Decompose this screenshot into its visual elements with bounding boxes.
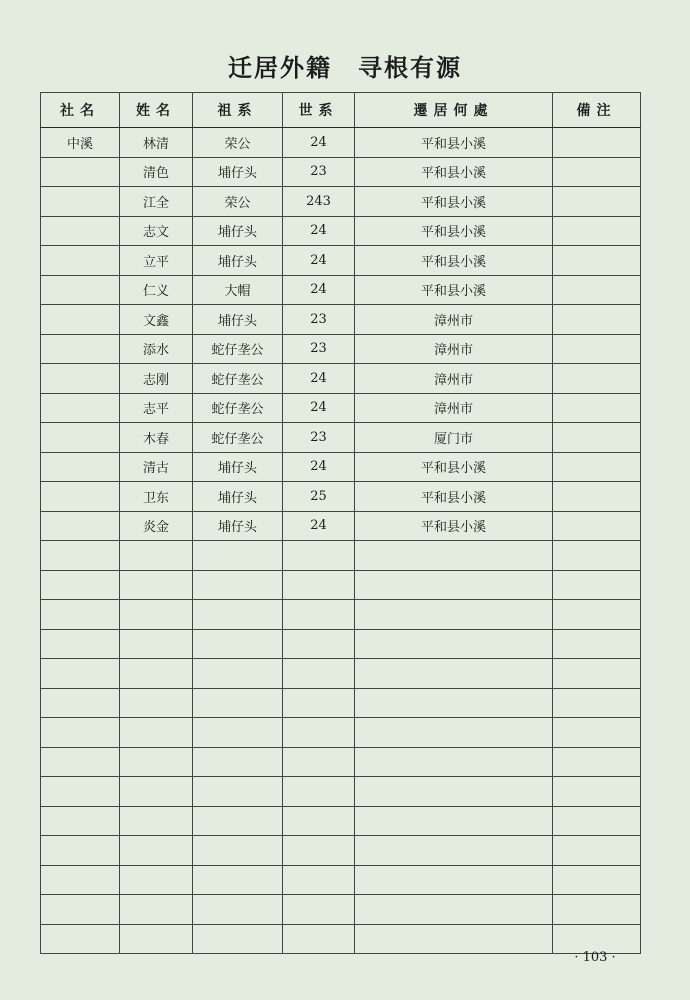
cell-ancestral-line — [193, 865, 283, 895]
cell-community — [41, 157, 120, 187]
cell-ancestral-line — [193, 600, 283, 630]
cell-ancestral-line: 埔仔头 — [193, 157, 283, 187]
table-row — [41, 334, 641, 364]
cell-name: 文鑫 — [120, 305, 193, 335]
cell-ancestral-line: 大帽 — [193, 275, 283, 305]
cell-name — [120, 541, 193, 571]
cell-generation: 23 — [283, 423, 355, 453]
cell-remarks — [553, 393, 641, 423]
table-row — [41, 482, 641, 512]
cell-community — [41, 275, 120, 305]
cell-generation — [283, 718, 355, 748]
table-row — [41, 777, 641, 807]
cell-ancestral-line — [193, 895, 283, 925]
cell-community — [41, 629, 120, 659]
cell-name — [120, 747, 193, 777]
table-body — [41, 128, 641, 954]
cell-community — [41, 246, 120, 276]
cell-community — [41, 423, 120, 453]
cell-ancestral-line — [193, 777, 283, 807]
header-remarks: 備注 — [553, 93, 641, 128]
cell-generation — [283, 865, 355, 895]
table-row — [41, 836, 641, 866]
cell-name: 江全 — [120, 187, 193, 217]
cell-ancestral-line: 蛇仔垄公 — [193, 393, 283, 423]
cell-community — [41, 924, 120, 954]
table-row — [41, 511, 641, 541]
cell-generation: 24 — [283, 364, 355, 394]
cell-ancestral-line: 埔仔头 — [193, 305, 283, 335]
cell-name — [120, 600, 193, 630]
cell-remarks — [553, 364, 641, 394]
cell-name: 添水 — [120, 334, 193, 364]
table-row — [41, 216, 641, 246]
header-name: 姓名 — [120, 93, 193, 128]
cell-generation — [283, 895, 355, 925]
cell-name: 志平 — [120, 393, 193, 423]
cell-community — [41, 688, 120, 718]
cell-remarks — [553, 305, 641, 335]
cell-remarks — [553, 541, 641, 571]
cell-generation — [283, 659, 355, 689]
cell-name: 志刚 — [120, 364, 193, 394]
cell-generation: 24 — [283, 452, 355, 482]
cell-migrated-to: 平和县小溪 — [355, 246, 553, 276]
cell-generation: 243 — [283, 187, 355, 217]
cell-name — [120, 924, 193, 954]
table-row — [41, 246, 641, 276]
cell-remarks — [553, 747, 641, 777]
table-row — [41, 423, 641, 453]
cell-ancestral-line — [193, 836, 283, 866]
cell-remarks — [553, 718, 641, 748]
cell-ancestral-line — [193, 718, 283, 748]
cell-remarks — [553, 836, 641, 866]
cell-migrated-to: 平和县小溪 — [355, 128, 553, 158]
cell-remarks — [553, 806, 641, 836]
cell-name: 林清 — [120, 128, 193, 158]
cell-name — [120, 806, 193, 836]
cell-community — [41, 452, 120, 482]
table-row — [41, 305, 641, 335]
table-row — [41, 364, 641, 394]
cell-migrated-to — [355, 747, 553, 777]
cell-name: 清色 — [120, 157, 193, 187]
cell-remarks — [553, 128, 641, 158]
table-row — [41, 570, 641, 600]
cell-generation — [283, 924, 355, 954]
header-ancestral-line: 祖系 — [193, 93, 283, 128]
cell-remarks — [553, 895, 641, 925]
cell-community — [41, 187, 120, 217]
cell-name: 仁义 — [120, 275, 193, 305]
cell-ancestral-line: 蛇仔垄公 — [193, 334, 283, 364]
cell-migrated-to — [355, 570, 553, 600]
cell-community — [41, 511, 120, 541]
cell-generation — [283, 541, 355, 571]
cell-community — [41, 541, 120, 571]
cell-remarks — [553, 452, 641, 482]
cell-migrated-to: 平和县小溪 — [355, 157, 553, 187]
cell-name — [120, 570, 193, 600]
cell-generation: 24 — [283, 128, 355, 158]
cell-migrated-to: 平和县小溪 — [355, 482, 553, 512]
cell-ancestral-line — [193, 688, 283, 718]
table-row — [41, 806, 641, 836]
cell-community — [41, 806, 120, 836]
cell-name: 清古 — [120, 452, 193, 482]
cell-migrated-to — [355, 718, 553, 748]
cell-remarks — [553, 688, 641, 718]
cell-migrated-to — [355, 806, 553, 836]
cell-name — [120, 659, 193, 689]
cell-generation: 24 — [283, 393, 355, 423]
cell-generation — [283, 777, 355, 807]
cell-community — [41, 895, 120, 925]
cell-name — [120, 688, 193, 718]
cell-community — [41, 659, 120, 689]
table-row — [41, 659, 641, 689]
cell-name: 立平 — [120, 246, 193, 276]
cell-generation — [283, 688, 355, 718]
cell-remarks — [553, 187, 641, 217]
cell-generation: 23 — [283, 334, 355, 364]
cell-remarks — [553, 600, 641, 630]
cell-migrated-to: 漳州市 — [355, 305, 553, 335]
table-row — [41, 865, 641, 895]
cell-migrated-to — [355, 865, 553, 895]
table-row — [41, 541, 641, 571]
cell-community — [41, 777, 120, 807]
table-row — [41, 393, 641, 423]
cell-remarks — [553, 865, 641, 895]
cell-migrated-to — [355, 777, 553, 807]
cell-generation — [283, 836, 355, 866]
cell-community — [41, 570, 120, 600]
cell-remarks — [553, 570, 641, 600]
cell-remarks — [553, 216, 641, 246]
cell-community — [41, 836, 120, 866]
header-generation: 世系 — [283, 93, 355, 128]
table-row — [41, 157, 641, 187]
cell-ancestral-line — [193, 629, 283, 659]
cell-migrated-to: 平和县小溪 — [355, 511, 553, 541]
table-row — [41, 275, 641, 305]
cell-migrated-to — [355, 836, 553, 866]
cell-ancestral-line — [193, 924, 283, 954]
table-row — [41, 128, 641, 158]
cell-ancestral-line: 蛇仔垄公 — [193, 423, 283, 453]
cell-remarks — [553, 629, 641, 659]
cell-remarks — [553, 275, 641, 305]
cell-name — [120, 836, 193, 866]
cell-migrated-to: 平和县小溪 — [355, 452, 553, 482]
cell-migrated-to: 漳州市 — [355, 393, 553, 423]
cell-name — [120, 629, 193, 659]
migration-register-table — [40, 92, 641, 954]
cell-community — [41, 393, 120, 423]
cell-remarks — [553, 246, 641, 276]
cell-remarks — [553, 334, 641, 364]
header-community: 社名 — [41, 93, 120, 128]
cell-generation — [283, 629, 355, 659]
cell-ancestral-line — [193, 747, 283, 777]
cell-ancestral-line: 埔仔头 — [193, 452, 283, 482]
cell-migrated-to — [355, 541, 553, 571]
cell-generation — [283, 806, 355, 836]
cell-name — [120, 865, 193, 895]
cell-ancestral-line: 埔仔头 — [193, 246, 283, 276]
cell-ancestral-line: 荣公 — [193, 128, 283, 158]
table-row — [41, 629, 641, 659]
cell-generation: 23 — [283, 305, 355, 335]
cell-ancestral-line — [193, 806, 283, 836]
cell-remarks — [553, 482, 641, 512]
cell-community: 中溪 — [41, 128, 120, 158]
cell-generation — [283, 747, 355, 777]
cell-remarks — [553, 423, 641, 453]
cell-name — [120, 718, 193, 748]
cell-ancestral-line — [193, 541, 283, 571]
cell-migrated-to — [355, 688, 553, 718]
cell-generation: 24 — [283, 246, 355, 276]
cell-remarks — [553, 659, 641, 689]
cell-generation: 24 — [283, 275, 355, 305]
cell-community — [41, 865, 120, 895]
cell-migrated-to: 漳州市 — [355, 334, 553, 364]
cell-remarks — [553, 777, 641, 807]
cell-community — [41, 216, 120, 246]
table-row — [41, 688, 641, 718]
header-migrated-to: 遷居何處 — [355, 93, 553, 128]
table-row — [41, 895, 641, 925]
table-row — [41, 747, 641, 777]
cell-generation: 24 — [283, 511, 355, 541]
cell-name: 志文 — [120, 216, 193, 246]
cell-remarks — [553, 511, 641, 541]
cell-migrated-to — [355, 895, 553, 925]
table-header-row — [41, 93, 641, 128]
cell-ancestral-line — [193, 659, 283, 689]
cell-generation: 23 — [283, 157, 355, 187]
cell-migrated-to — [355, 659, 553, 689]
cell-migrated-to — [355, 629, 553, 659]
cell-community — [41, 747, 120, 777]
table-row — [41, 187, 641, 217]
cell-migrated-to — [355, 600, 553, 630]
table-row — [41, 718, 641, 748]
cell-migrated-to: 平和县小溪 — [355, 216, 553, 246]
table-row — [41, 924, 641, 954]
cell-community — [41, 600, 120, 630]
cell-remarks — [553, 157, 641, 187]
cell-generation: 24 — [283, 216, 355, 246]
cell-name: 炎金 — [120, 511, 193, 541]
page-number: · 103 · — [574, 950, 616, 965]
cell-generation — [283, 600, 355, 630]
cell-ancestral-line — [193, 570, 283, 600]
cell-community — [41, 718, 120, 748]
cell-ancestral-line: 蛇仔垄公 — [193, 364, 283, 394]
cell-ancestral-line: 埔仔头 — [193, 511, 283, 541]
cell-community — [41, 364, 120, 394]
table-row — [41, 600, 641, 630]
cell-community — [41, 482, 120, 512]
table-row — [41, 452, 641, 482]
cell-name — [120, 895, 193, 925]
cell-generation — [283, 570, 355, 600]
cell-migrated-to: 平和县小溪 — [355, 187, 553, 217]
cell-community — [41, 334, 120, 364]
cell-ancestral-line: 埔仔头 — [193, 482, 283, 512]
cell-migrated-to: 平和县小溪 — [355, 275, 553, 305]
page-title: 迁居外籍 寻根有源 — [228, 54, 462, 82]
cell-ancestral-line: 荣公 — [193, 187, 283, 217]
cell-migrated-to — [355, 924, 553, 954]
cell-name: 卫东 — [120, 482, 193, 512]
cell-ancestral-line: 埔仔头 — [193, 216, 283, 246]
cell-migrated-to: 漳州市 — [355, 364, 553, 394]
cell-name — [120, 777, 193, 807]
cell-community — [41, 305, 120, 335]
cell-name: 木春 — [120, 423, 193, 453]
cell-migrated-to: 厦门市 — [355, 423, 553, 453]
cell-generation: 25 — [283, 482, 355, 512]
